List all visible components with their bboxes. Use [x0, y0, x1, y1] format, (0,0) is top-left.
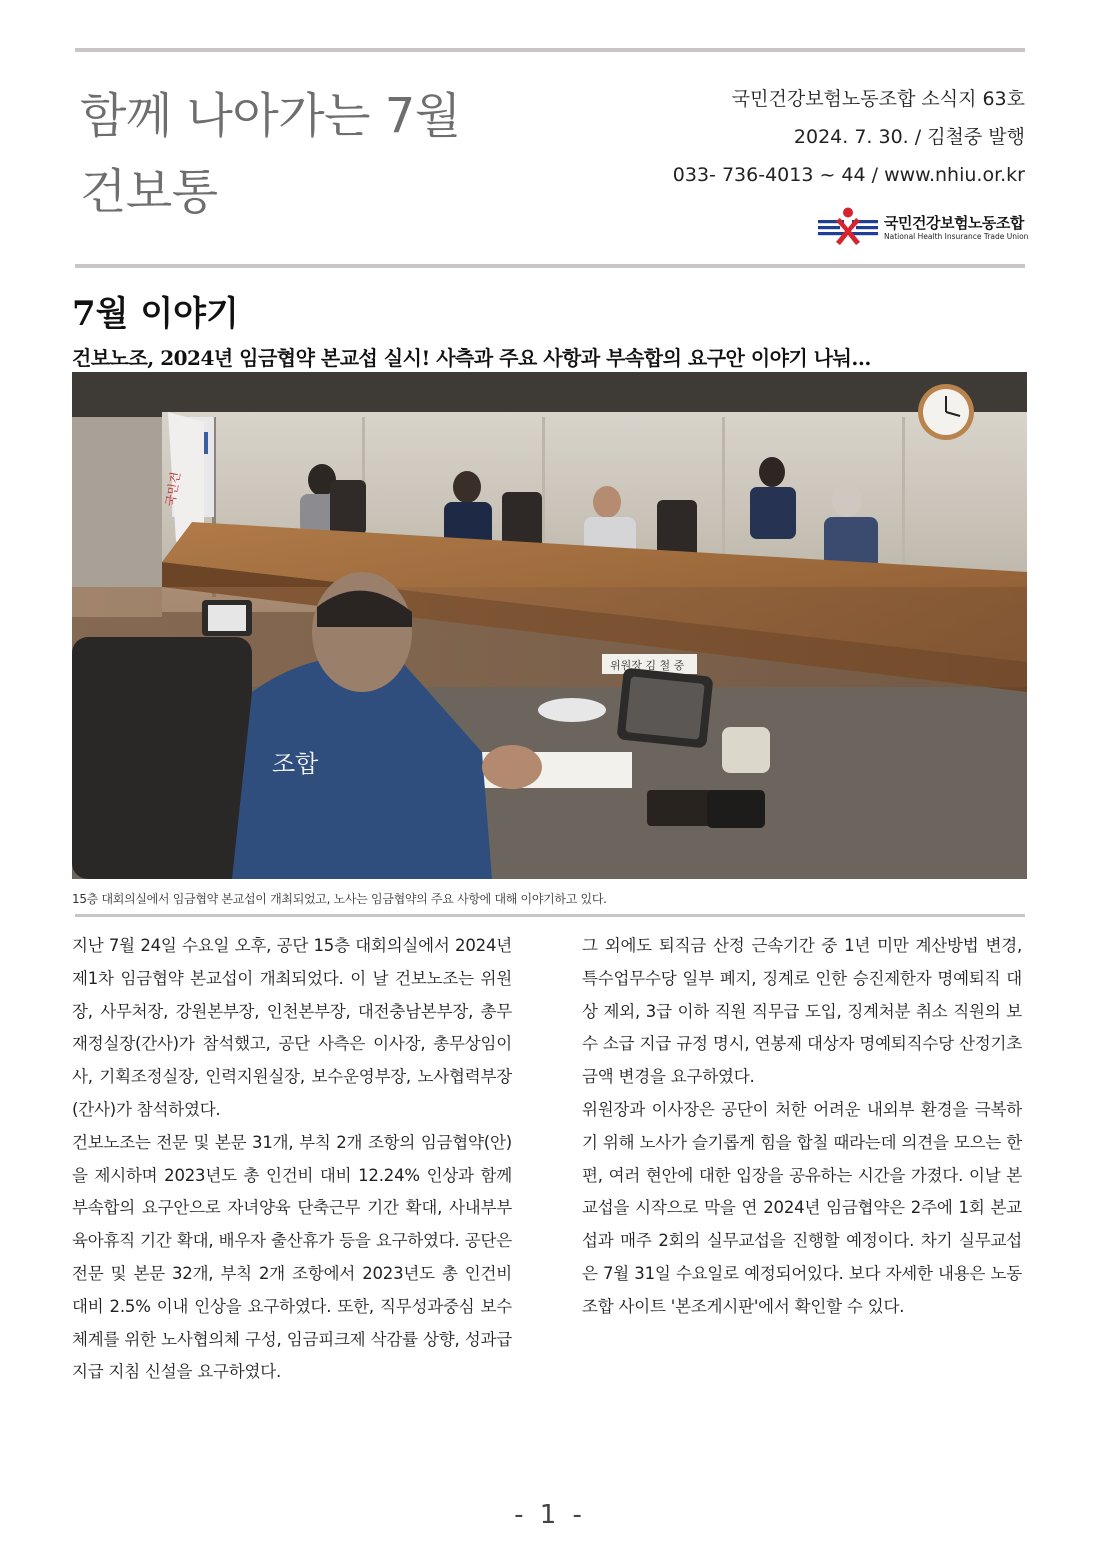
vest-text: 조합 — [272, 750, 319, 778]
article-paragraph: 위원장과 이사장은 공단이 처한 어려운 내외부 환경을 극복하기 위해 노사가 슬기롭게 힘을 합칠 때라는데 의견을 모으는 한편, 여러 현안에 대한 입장을 공유하는 시간을 가졌다. 이날 본교섭을 시작으로 막을 연 2024년 임금협약은 2주에 1회 본교섭과 매주 2회의 실무교섭을 진행할 예정이다. 차기 실무교섭은 7월 31일 수요일로 예정되어있다. 보다 자세한 내용은 노동조합 사이트 '본조게시판'에서 확인할 수 있다. — [582, 1099, 1022, 1316]
article-paragraph: 그 외에도 퇴직금 산정 근속기간 중 1년 미만 계산방법 변경, 특수업무수당 일부 폐지, 징계로 인한 승진제한자 명예퇴직 대상 제외, 3급 이하 직원 직무급 도입, 징계처분 취소 직원의 보수 소급 지급 규정 명시, 연봉제 대상자 명예퇴직수당 산정기초금액 변경을 요구하였다. — [582, 936, 1022, 1087]
union-logo-icon — [818, 206, 878, 248]
union-logo-name: 국민건강보험노동조합 — [884, 214, 1024, 232]
meeting-photo — [72, 372, 1027, 879]
article-paragraph: 지난 7월 24일 수요일 오후, 공단 15층 대회의실에서 2024년 제1차 임금협약 본교섭이 개최되었다. 이 날 건보노조는 위원장, 사무처장, 강원본부장, 인천본부장, 대전충남본부장, 총무재정실장(간사)가 참석했고, 공단 사측은 이사장, 총무상임이사, 기획조정실장, 인력지원실장, 보수운영부장, 노사협력부장(간사)가 참석하였다. — [72, 936, 512, 1119]
article-column-right — [582, 930, 1022, 1324]
page-number: - 1 - — [514, 1500, 586, 1530]
article-column-left — [72, 930, 512, 1389]
union-logo-subtitle: National Health Insurance Trade Union — [884, 232, 1029, 241]
masthead-info — [673, 80, 1025, 194]
banner-text: 국민건 — [163, 470, 183, 508]
photo-caption: 15층 대회의실에서 임금협약 본교섭이 개최되었고, 노사는 임금협약의 주요 사항에 대해 이야기하고 있다. — [72, 892, 607, 906]
meeting-photo-illustration — [72, 372, 1027, 879]
top-rule — [75, 48, 1025, 52]
masthead-title — [80, 78, 461, 230]
article-paragraph: 건보노조는 전문 및 본문 31개, 부칙 2개 조항의 임금협약(안)을 제시하며 2023년도 총 인건비 대비 12.24% 인상과 함께 부속합의 요구안으로 자녀양육 단축근무 기간 확대, 사내부부 육아휴직 기간 확대, 배우자 출산휴가 등을 요구하였다. 공단은 전문 및 본문 32개, 부칙 2개 조항에서 2023년도 총 인건비 대비 2.5% 이내 인상을 요구하였다. 또한, 직무성과중심 보수체계를 위한 노사협의체 구성, 임금피크제 삭감률 상향, 성과급 지급 지침 신설을 요구하였다. — [72, 1132, 512, 1382]
header-divider — [75, 264, 1025, 268]
caption-divider — [75, 914, 1025, 917]
masthead-title-line1: 함께 나아가는 7월 — [80, 88, 461, 144]
publication-issue: 국민건강보험노동조합 소식지 63호 — [731, 88, 1025, 110]
section-title: 7월 이야기 — [72, 294, 239, 334]
union-logo — [818, 206, 1033, 248]
masthead-title-line2: 건보통 — [80, 164, 218, 220]
article-headline: 건보노조, 2024년 임금협약 본교섭 실시! 사측과 주요 사항과 부속합의 요구안 이야기 나눠… — [72, 346, 871, 370]
contact-info[interactable]: 033- 736-4013 ~ 44 / www.nhiu.or.kr — [672, 164, 1025, 186]
nameplate-text: 위원장 김 철 중 — [610, 659, 685, 672]
publication-date: 2024. 7. 30. / 김철중 발행 — [793, 126, 1025, 148]
